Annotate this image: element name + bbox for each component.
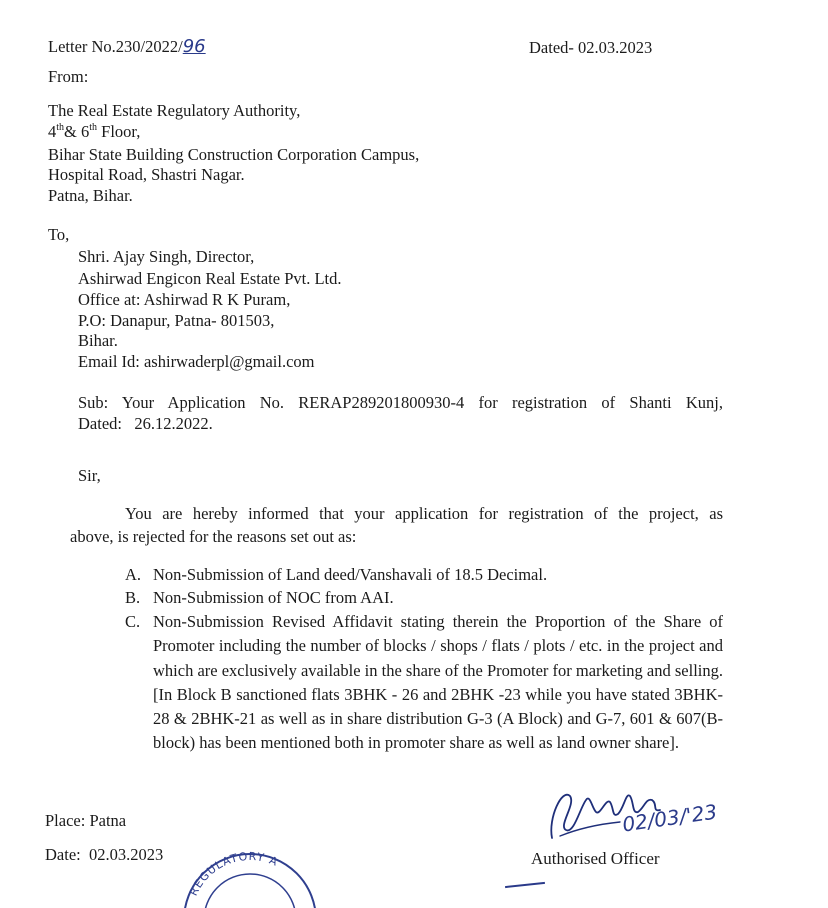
from-line-4: Patna, Bihar. — [48, 186, 133, 205]
to-line-1: Shri. Ajay Singh, Director, — [78, 247, 255, 266]
authorised-officer: Authorised Officer — [531, 849, 660, 868]
list-item-letter: B. — [125, 588, 141, 607]
to-line-2: Ashirwad Engicon Real Estate Pvt. Ltd. — [78, 269, 342, 288]
letter-date: Dated- 02.03.2023 — [529, 38, 653, 57]
officer-underline — [505, 882, 545, 888]
list-item-text: Non-Submission of NOC from AAI. — [153, 588, 394, 607]
from-line-2: Bihar State Building Construction Corporation Campus, — [48, 145, 420, 164]
letter-number-prefix: Letter No.230/2022/ — [48, 37, 183, 56]
letter-number-handwritten: 96 — [182, 36, 206, 57]
seal-text: REGULATORY A — [186, 849, 281, 898]
from-floor-line: 4th& 6th Floor, — [48, 121, 141, 141]
to-line-4: P.O: Danapur, Patna- 801503, — [78, 311, 275, 330]
from-line-3: Hospital Road, Shastri Nagar. — [48, 165, 245, 184]
body-line-1: You are hereby informed that your application for registration of the project, as — [125, 504, 723, 523]
svg-text:REGULATORY A — [187, 850, 280, 898]
place: Place: Patna — [45, 811, 127, 830]
salutation: Sir, — [78, 466, 101, 485]
to-line-5: Bihar. — [78, 331, 118, 350]
from-line-1: The Real Estate Regulatory Authority, — [48, 101, 301, 120]
seal-icon — [170, 848, 330, 908]
list-item-text: Non-Submission of Land deed/Vanshavali of 18.5 Decimal. — [153, 565, 548, 584]
signature-date: 02/03/'23 — [620, 799, 719, 837]
to-label: To, — [48, 225, 70, 244]
body-line-2: above, is rejected for the reasons set out as: — [70, 527, 357, 546]
subject-line-1: Sub: Your Application No. RERAP289201800930-4 for registration of Shanti Kunj, — [78, 393, 723, 412]
to-email: Email Id: ashirwaderpl@gmail.com — [78, 352, 315, 371]
from-label: From: — [48, 67, 89, 86]
letter-number — [48, 36, 206, 57]
footer-date: Date: 02.03.2023 — [45, 845, 164, 864]
list-item-text: Non-Submission Revised Affidavit stating therein the Proportion of the Share of Promoter including the number of blocks / shops / flats / plots / etc. in the project and which are exclusively available in the share of the Promoter for marketing and selling.[In Block B sanctioned flats 3BHK - 26 and 2BHK -23 while you have stated 3BHK-28 & 2BHK-21 as well as in share distribution G-3 (A Block) and G-7, 601 & 607(B-block) has been mentioned both in promoter share as well as land owner share]. — [153, 612, 723, 753]
to-line-3: Office at: Ashirwad R K Puram, — [78, 290, 291, 309]
list-item-letter: A. — [125, 565, 142, 584]
subject-line-2: Dated: 26.12.2022. — [78, 414, 213, 433]
list-item-letter: C. — [125, 612, 141, 631]
